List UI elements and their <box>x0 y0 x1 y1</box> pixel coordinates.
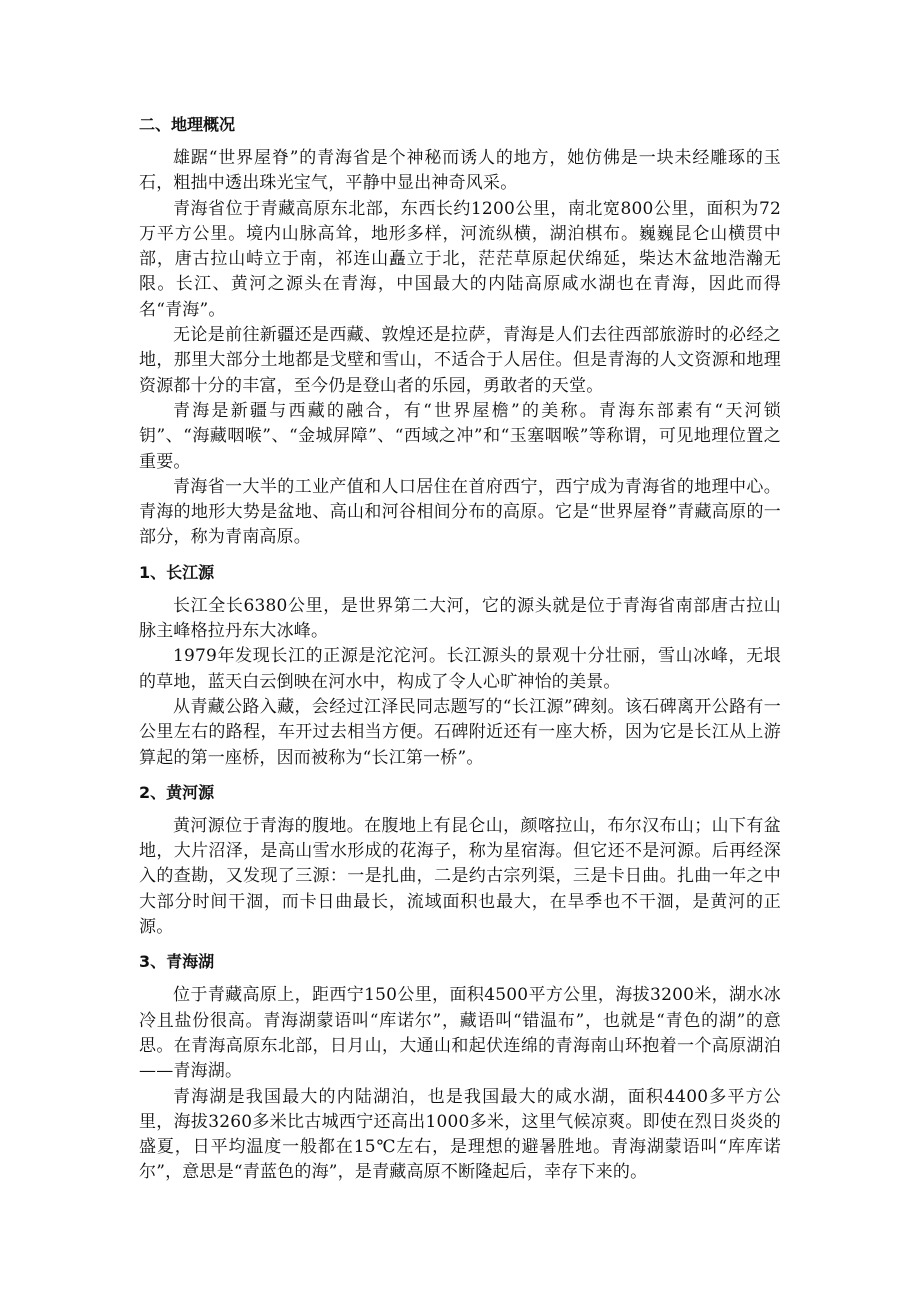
paragraph: 青海省一大半的工业产值和人口居住在首府西宁，西宁成为青海省的地理中心。青海的地形大势是盆地、高山和河谷相间分布的高原。它是“世界屋脊”青藏高原的一部分，称为青南高原。 <box>139 476 781 548</box>
section-heading: 1、长江源 <box>139 562 215 582</box>
section-qinghai-lake <box>139 949 781 1185</box>
paragraph: 无论是前往新疆还是西藏、敦煌还是拉萨，青海是人们去往西部旅游时的必经之地，那里大部分土地都是戈壁和雪山，不适合于人居住。但是青海的人文资源和地理资源都十分的丰富，至今仍是登山者的乐园，勇敢者的天堂。 <box>139 325 781 396</box>
section-heading: 3、青海湖 <box>139 952 215 972</box>
section-heading: 2、黄河源 <box>139 782 215 802</box>
paragraph: 青海湖是我国最大的内陆湖泊，也是我国最大的咸水湖，面积4400多平方公里，海拔3260多米比古城西宁还高出1000多米，这里气候凉爽。即使在烈日炎炎的盛夏，日平均温度一般都在15℃左右，是理想的避暑胜地。青海湖蒙语叫“库库诺尔”，意思是“青蓝色的海”，是青藏高原不断隆起后，幸存下来的。 <box>139 1086 781 1183</box>
section-geography <box>139 112 781 551</box>
paragraph: 长江全长6380公里，是世界第二大河，它的源头就是位于青海省南部唐古拉山脉主峰格拉丹东大冰峰。 <box>139 595 781 642</box>
paragraph: 黄河源位于青海的腹地。在腹地上有昆仑山，颜喀拉山，布尔汉布山；山下有盆地，大片沼泽，是高山雪水形成的花海子，称为星宿海。但它还不是河源。后再经深入的查勘，又发现了三源：一是扎曲，二是约古宗列渠，三是卡日曲。扎曲一年之中大部分时间干涸，而卡日曲最长，流域面积也最大，在旱季也不干涸，是黄河的正源。 <box>139 815 781 938</box>
paragraph: 位于青藏高原上，距西宁150公里，面积4500平方公里，海拔3200米，湖水冰冷且盐份很高。青海湖蒙语叫“库诺尔”，藏语叫“错温布”，也就是“青色的湖”的意思。在青海高原东北部，日月山，大通山和起伏连绵的青海南山环抱着一个高原湖泊——青海湖。 <box>139 985 781 1082</box>
section-yangtze-source <box>139 560 781 771</box>
section-heading: 二、地理概况 <box>139 115 236 134</box>
paragraph: 青海省位于青藏高原东北部，东西长约1200公里，南北宽800公里，面积为72万平方公里。境内山脉高耸，地形多样，河流纵横，湖泊棋布。巍巍昆仑山横贯中部，唐古拉山峙立于南，祁连山矗立于北，茫茫草原起伏绵延，柴达木盆地浩瀚无限。长江、黄河之源头在青海，中国最大的内陆高原咸水湖也在青海，因此而得名“青海”。 <box>139 198 781 320</box>
paragraph: 从青藏公路入藏，会经过江泽民同志题写的“长江源”碑刻。该石碑离开公路有一公里左右的路程，车开过去相当方便。石碑附近还有一座大桥，因为它是长江从上游算起的第一座桥，因而被称为“长江第一桥”。 <box>139 696 781 768</box>
section-yellow-river-source <box>139 780 781 940</box>
paragraph: 1979年发现长江的正源是沱沱河。长江源头的景观十分壮丽，雪山冰峰，无垠的草地，蓝天白云倒映在河水中，构成了令人心旷神怡的美景。 <box>139 646 781 692</box>
document-page <box>139 112 781 1186</box>
paragraph: 青海是新疆与西藏的融合，有“世界屋檐”的美称。青海东部素有“天河锁钥”、“海藏咽喉”、“金城屏障”、“西域之冲”和“玉塞咽喉”等称谓，可见地理位置之重要。 <box>139 400 781 472</box>
paragraph: 雄踞“世界屋脊”的青海省是个神秘而诱人的地方，她仿佛是一块未经雕琢的玉石，粗拙中透出珠光宝气，平静中显出神奇风采。 <box>139 148 781 194</box>
